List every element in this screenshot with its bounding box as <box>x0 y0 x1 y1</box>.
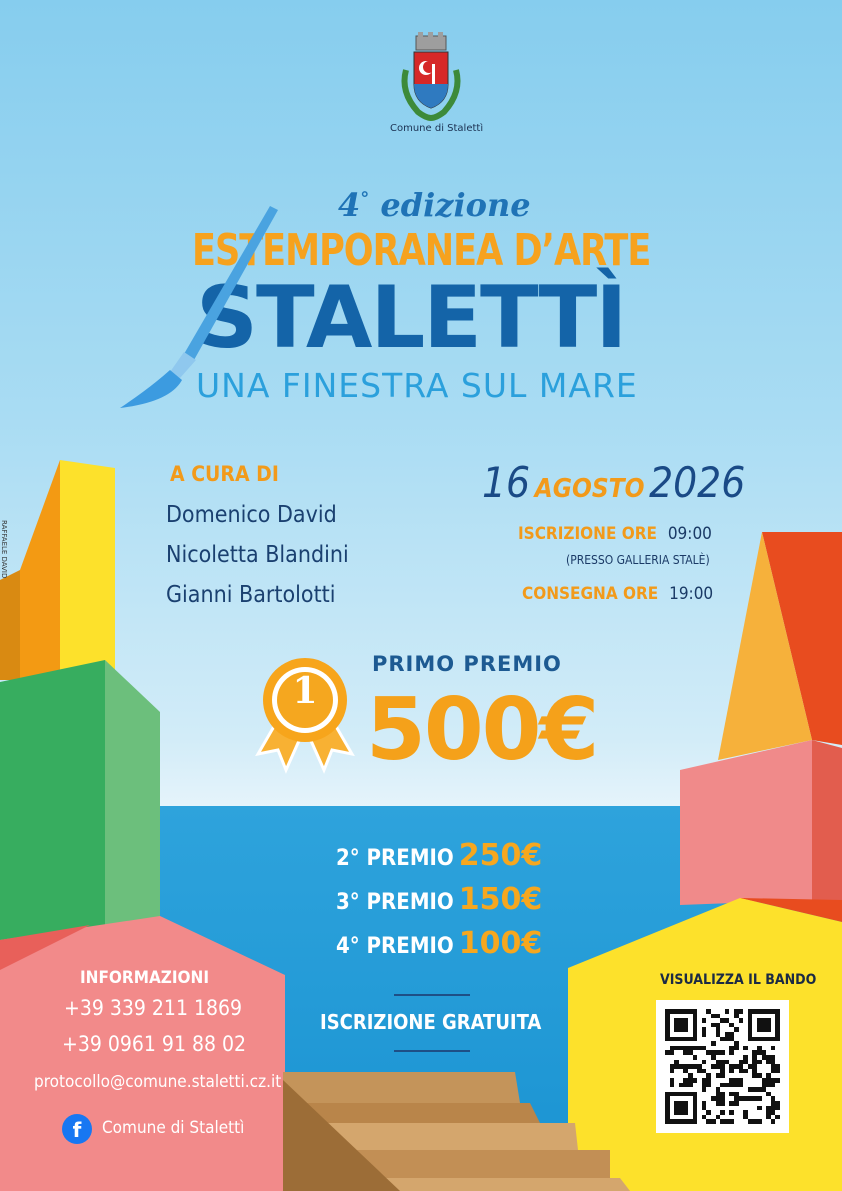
edition-label <box>338 186 531 224</box>
prize-2-amount: 250€ <box>458 838 543 873</box>
qr-label: VISUALIZZA IL BANDO <box>660 972 817 988</box>
event-year: 2026 <box>649 458 746 507</box>
prize-row-2 <box>336 838 542 873</box>
first-prize-amount: 500€ <box>366 680 598 780</box>
registration-row <box>518 524 712 544</box>
facebook-name: Comune di Stalettì <box>102 1118 245 1138</box>
medal-number: 1 <box>292 670 318 712</box>
registration-time: 09:00 <box>667 524 712 544</box>
event-month: AGOSTO <box>534 474 645 504</box>
prize-3-amount: 150€ <box>458 882 543 917</box>
curator-3: Gianni Bartolotti <box>166 582 336 608</box>
first-prize-label: PRIMO PREMIO <box>372 652 562 676</box>
prize-2-label: 2° PREMIO <box>336 846 454 871</box>
curator-2: Nicoletta Blandini <box>166 542 349 568</box>
divider-bottom <box>394 1050 470 1052</box>
curator-1: Domenico David <box>166 502 337 528</box>
event-type: ESTEMPORANEA D’ARTE <box>192 226 651 277</box>
registration-label: ISCRIZIONE ORE <box>518 524 657 544</box>
delivery-time: 19:00 <box>669 584 714 604</box>
divider-top <box>394 994 470 996</box>
edition-word: edizione <box>380 186 531 224</box>
coat-of-arms-icon <box>396 30 466 122</box>
qr-code-pattern <box>665 1009 780 1124</box>
prize-3-label: 3° PREMIO <box>336 890 454 915</box>
facebook-icon: f <box>62 1114 92 1144</box>
phone-1: +39 339 211 1869 <box>64 996 243 1020</box>
municipality-name: Comune di Stalettì <box>390 123 484 134</box>
prize-row-4 <box>336 926 542 961</box>
event-date <box>482 458 745 507</box>
registration-place: (PRESSO GALLERIA STALÈ) <box>566 553 710 567</box>
email: protocollo@comune.staletti.cz.it <box>34 1072 282 1092</box>
prize-row-3 <box>336 882 542 917</box>
edition-degree: ° <box>360 188 370 210</box>
artist-credit: RAFFAELE DAVID <box>0 520 8 579</box>
curators-heading: A CURA DI <box>170 462 279 486</box>
phone-2: +39 0961 91 88 02 <box>62 1032 247 1056</box>
qr-code-icon[interactable] <box>656 1000 789 1133</box>
prize-4-amount: 100€ <box>458 926 543 961</box>
info-heading: INFORMAZIONI <box>80 968 210 988</box>
medal-rosette-icon <box>250 650 360 775</box>
subtitle: UNA FINESTRA SUL MARE <box>196 366 638 405</box>
delivery-label: CONSEGNA ORE <box>522 584 659 604</box>
town-title: STALETTÌ <box>196 268 626 368</box>
event-day: 16 <box>482 458 531 507</box>
edition-number: 4 <box>338 186 361 224</box>
prize-4-label: 4° PREMIO <box>336 934 454 959</box>
delivery-row <box>522 584 713 604</box>
registration-free: ISCRIZIONE GRATUITA <box>320 1010 542 1034</box>
